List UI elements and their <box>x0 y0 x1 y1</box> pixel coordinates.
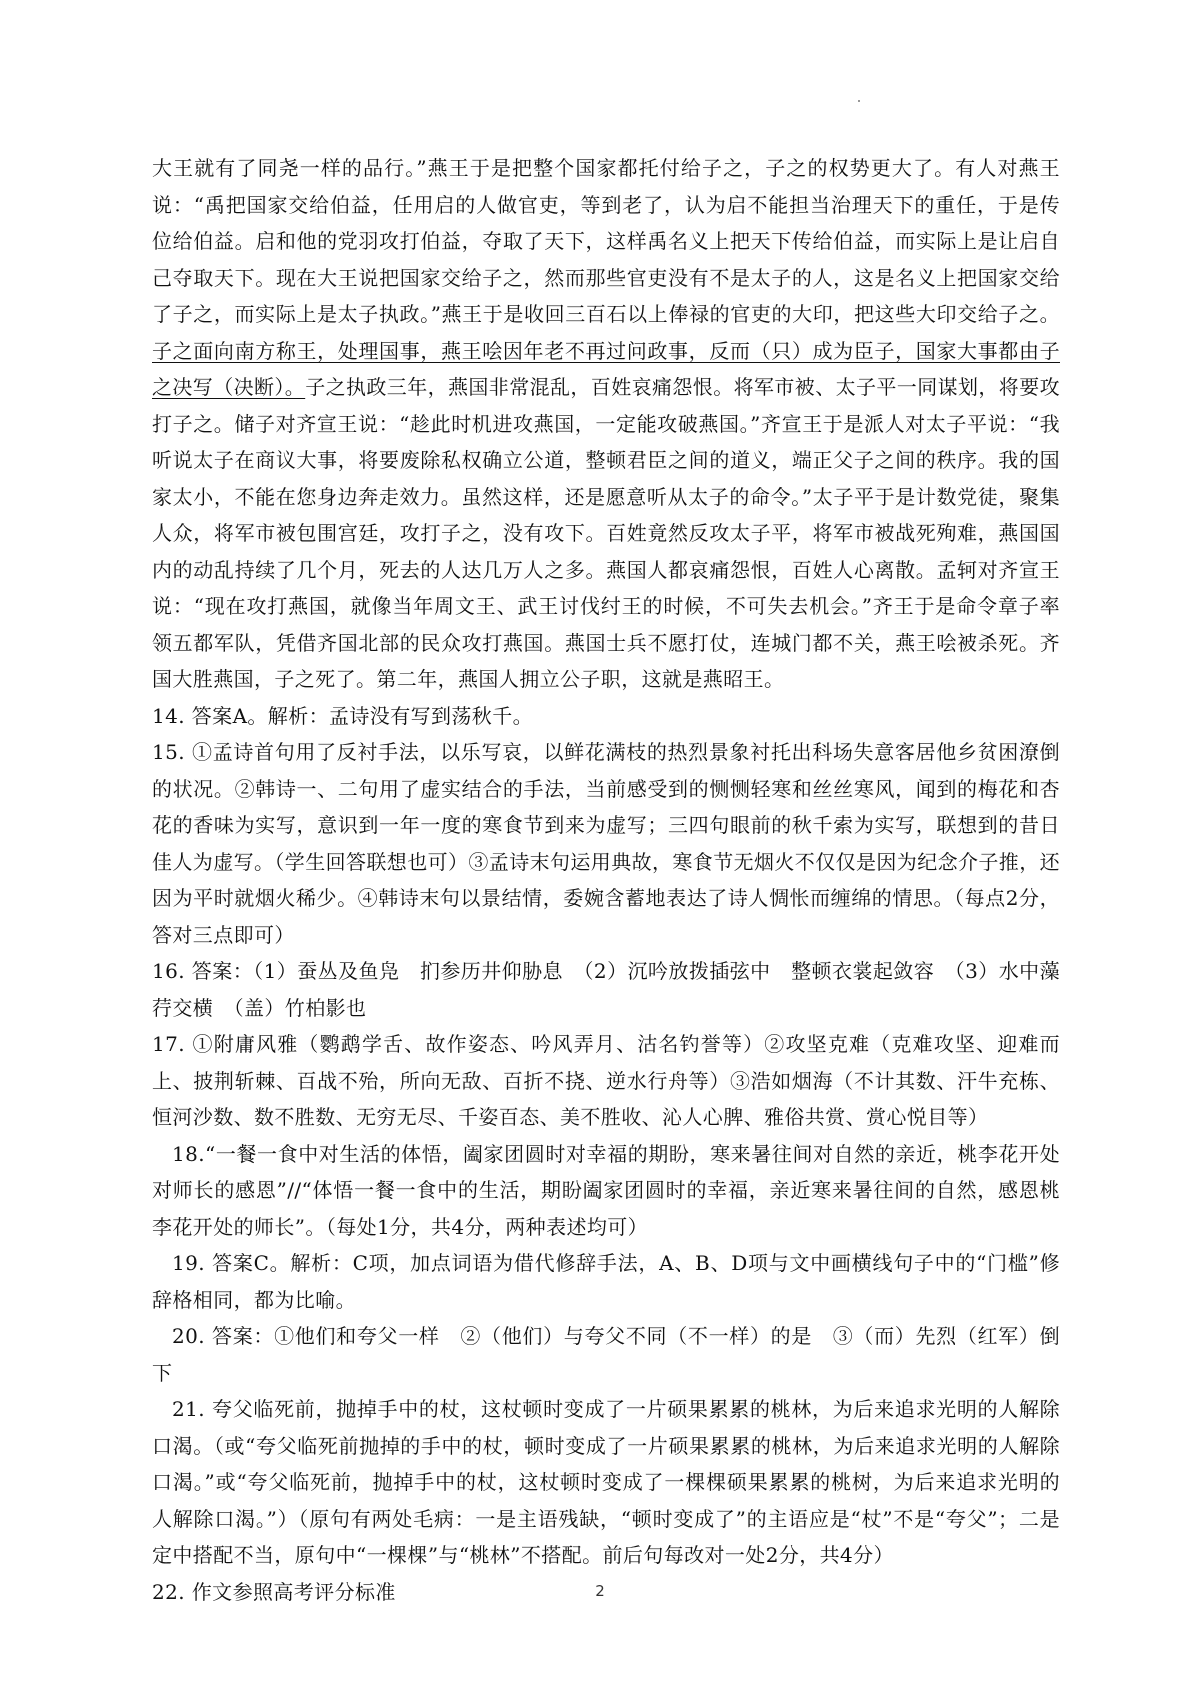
translation-text-part2: 子之执政三年，燕国非常混乱，百姓哀痛怨恨。将军市被、太子平一同谋划，将要攻打子之。储子对齐宣王说：“趁此时机进攻燕国，一定能攻破燕国。”齐宣王于是派人对太子平说：“我听说太子在商议大事，将要废除私权确立公道，整顿君臣之间的道义，端正父子之间的秩序。我的国家太小，不能在您身边奔走效力。虽然这样，还是愿意听从太子的命令。”太子平于是计数党徒，聚集人众，将军市被包围宫廷，攻打子之，没有攻下。百姓竟然反攻太子平，将军市被战死殉难，燕国国内的动乱持续了几个月，死去的人达几万人之多。燕国人都哀痛怨恨，百姓人心离散。孟轲对齐宣王说：“现在攻打燕国，就像当年周文王、武王讨伐纣王的时候，不可失去机会。”齐王于是命令章子率领五都军队，凭借齐国北部的民众攻打燕国。燕国士兵不愿打仗，连城门都不关，燕王哙被杀死。齐国大胜燕国，子之死了。第二年，燕国人拥立公子职，这就是燕昭王。 <box>152 375 1061 691</box>
answer-15: 15. ①孟诗首句用了反衬手法，以乐写哀，以鲜花满枝的热烈景象衬托出科场失意客居他乡贫困潦倒的状况。②韩诗一、二句用了虚实结合的手法，当前感受到的恻恻轻寒和丝丝寒风，闻到的梅花和杏花的香味为实写，意识到一年一度的寒食节到来为虚写；三四句眼前的秋千索为实写，联想到的昔日佳人为虚写。（学生回答联想也可）③孟诗末句运用典故，寒食节无烟火不仅仅是因为纪念介子推，还因为平时就烟火稀少。④韩诗末句以景结情，委婉含蓄地表达了诗人惆怅而缠绵的情思。（每点2分，答对三点即可） <box>152 740 1060 947</box>
answer-19: 19. 答案C。解析：C项，加点词语为借代修辞手法，A、B、D项与文中画横线句子中的“门槛”修辞格相同，都为比喻。 <box>152 1251 1060 1312</box>
answer-21: 21. 夸父临死前，抛掉手中的杖，这杖顿时变成了一片硕果累累的桃林，为后来追求光明的人解除口渴。（或“夸父临死前抛掉的手中的杖，顿时变成了一片硕果累累的桃林，为后来追求光明的人解除口渴。”或“夸父临死前，抛掉手中的杖，这杖顿时变成了一棵棵硕果累累的桃树，为后来追求光明的人解除口渴。”）（原句有两处毛病：一是主语残缺，“顿时变成了”的主语应是“杖”不是“夸父”；二是定中搭配不当，原句中“一棵棵”与“桃林”不搭配。前后句每改对一处2分，共4分） <box>152 1397 1060 1567</box>
underlined-sentence: 子之面向南方称王，处理国事，燕王哙因年老不再过问政事，反而（只）成为臣子，国家大事都由子之决写（决断）。 <box>152 338 1060 399</box>
translation-paragraph <box>152 150 1060 698</box>
answer-14: 14. 答案A。解析：孟诗没有写到荡秋千。 <box>152 703 534 728</box>
answer-22: 22. 作文参照高考评分标准 <box>152 1579 396 1604</box>
page-number: 2 <box>595 1582 605 1600</box>
answer-17: 17. ①附庸风雅（鹦鹉学舌、故作姿态、吟风弄月、沽名钓誉等）②攻坚克难（克难攻坚、迎难而上、披荆斩棘、百战不殆，所向无敌、百折不挠、逆水行舟等）③浩如烟海（不计其数、汗牛充栋、恒河沙数、数不胜数、无穷无尽、千姿百态、美不胜收、沁人心脾、雅俗共赏、赏心悦目等） <box>152 1032 1060 1129</box>
answer-20: 20. 答案：①他们和夸父一样 ②（他们）与夸父不同（不一样）的是 ③（而）先烈（红军）倒下 <box>152 1324 1060 1385</box>
stray-dot <box>858 100 860 102</box>
answer-document-body <box>152 150 1060 1610</box>
translation-text-part1: 大王就有了同尧一样的品行。”燕王于是把整个国家都托付给子之，子之的权势更大了。有人对燕王说：“禹把国家交给伯益，任用启的人做官吏，等到老了，认为启不能担当治理天下的重任，于是传位给伯益。启和他的党羽攻打伯益，夺取了天下，这样禹名义上把天下传给伯益，而实际上是让启自己夺取天下。现在大王说把国家交给子之，然而那些官吏没有不是太子的人，这是名义上把国家交给了子之，而实际上是太子执政。”燕王于是收回三百石以上俸禄的官吏的大印，把这些大印交给子之。 <box>152 156 1060 326</box>
answer-18: 18.“一餐一食中对生活的体悟，阖家团圆时对幸福的期盼，寒来暑往间对自然的亲近，桃李花开处对师长的感恩”//“体悟一餐一食中的生活，期盼阖家团圆时的幸福，亲近寒来暑往间的自然，感恩桃李花开处的师长”。（每处1分，共4分，两种表述均可） <box>152 1141 1060 1239</box>
answer-16: 16. 答案：（1）蚕丛及鱼凫 扪参历井仰胁息 （2）沉吟放拨插弦中 整顿衣裳起敛容 （3）水中藻荇交横 （盖）竹柏影也 <box>152 959 1060 1020</box>
